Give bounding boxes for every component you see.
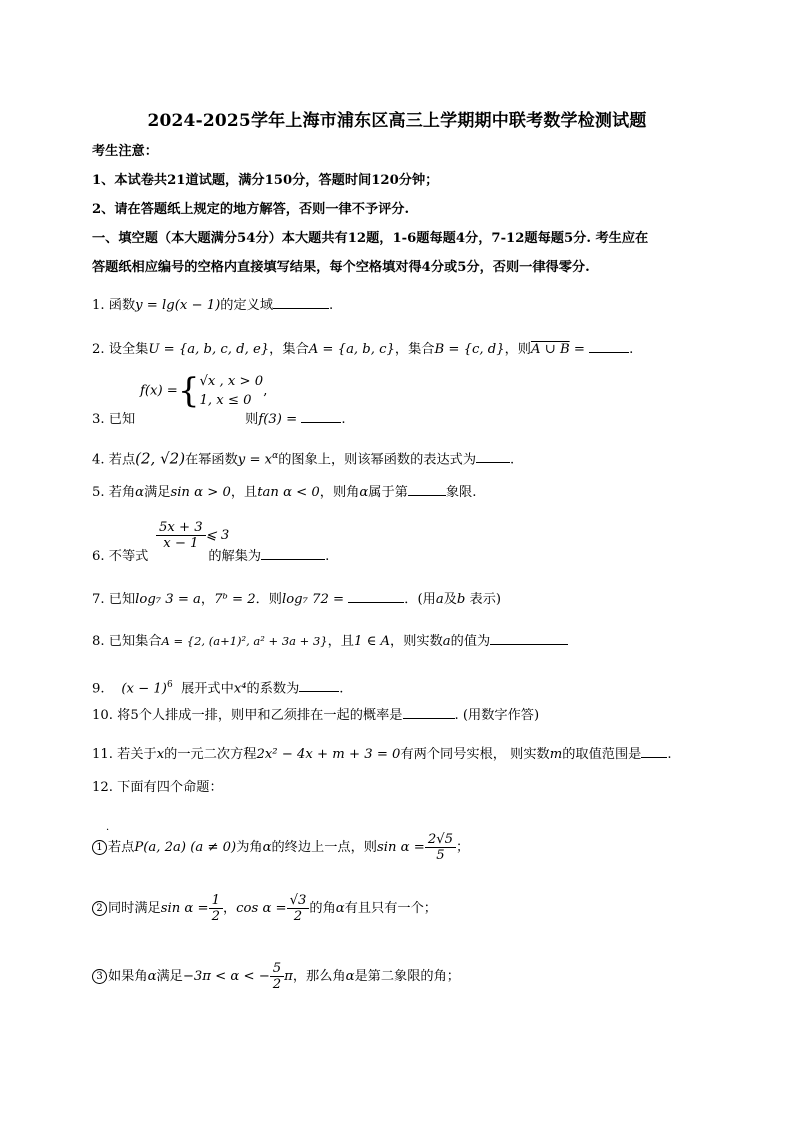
- question-3: 3. 已知 则f(3) = .: [92, 412, 346, 427]
- proposition-1: 1 若点P(a, 2a) (a ≠ 0)为角α的终边上一点，则sin α = $\frac{2√5}{5}$ ；: [92, 832, 469, 863]
- q3-piecewise: f(x) ={ √x , x > 0 1, x ≤ 0 ,: [140, 371, 268, 411]
- answer-blank-4[interactable]: [476, 450, 510, 463]
- question-5: 5. 若角α满足sin α > 0，且tan α < 0，则角α属于第 象限.: [92, 485, 477, 500]
- proposition-3: 3 如果角α满足−3π < α < − $\frac{5}{2}$ π，那么角α是第二象限的角；: [92, 961, 460, 992]
- question-7: 7. 已知log₇ 3 = a，7ᵇ = 2．则log₇ 72 = ．(用a及b 表示): [92, 592, 502, 607]
- question-10: 10. 将5个人排成一排，则甲和乙须排在一起的概率是 . (用数字作答): [92, 708, 540, 723]
- page-title: 2024-2025学年上海市浦东区高三上学期期中联考数学检测试题: [147, 111, 647, 131]
- answer-blank-9[interactable]: [299, 679, 339, 692]
- answer-blank-11[interactable]: [641, 745, 667, 758]
- notice-heading: 考生注意：: [92, 144, 158, 159]
- answer-blank-8[interactable]: [490, 632, 568, 645]
- question-6: 6. 不等式 的解集为 .: [92, 549, 330, 564]
- question-2: 2. 设全集U = {a, b, c, d, e}，集合A = {a, b, c}，集合B = {c, d}，则A ∪ B = .: [92, 342, 634, 357]
- answer-blank-3[interactable]: [301, 410, 341, 423]
- question-8: 8. 已知集合A = {2, (a+1)², a² + 3a + 3}，且1 ∈ A，则实数a的值为: [92, 632, 568, 651]
- answer-blank-2[interactable]: [589, 340, 629, 353]
- answer-blank-10[interactable]: [403, 706, 455, 719]
- q1-function: y = lg(x − 1): [135, 298, 221, 313]
- answer-blank-5[interactable]: [408, 483, 446, 496]
- answer-blank-1[interactable]: [273, 296, 329, 309]
- answer-blank-6[interactable]: [261, 547, 325, 560]
- question-12: 12. 下面有四个命题：: [92, 780, 223, 795]
- question-11: 11. 若关于x的一元二次方程2x² − 4x + m + 3 = 0有两个同号实根， 则实数m的取值范围是 .: [92, 747, 672, 762]
- stray-dot: ·: [106, 825, 110, 836]
- question-1: 1. 函数y = lg(x − 1)的定义域 .: [92, 298, 334, 313]
- answer-blank-7[interactable]: [348, 590, 404, 603]
- question-4: 4. 若点(2, √2)在幂函数$y = x^\alpha$的图象上，则该幂函数的表达式为 .: [92, 449, 515, 468]
- proposition-2: 2 同时满足sin α = $\frac{1}{2}$ ，cos α = $\frac{√3}{2}$ 的角α有且只有一个；: [92, 893, 437, 924]
- section-instruction-line-2: 答题纸相应编号的空格内直接填写结果，每个空格填对得4分或5分，否则一律得零分.: [92, 260, 590, 275]
- notice-item-1: 1、本试卷共21道试题，满分150分，答题时间120分钟；: [92, 173, 439, 188]
- question-9: 9. $(x - 1)^6$ 展开式中x⁴的系数为 .: [92, 680, 344, 697]
- notice-item-2: 2、请在答题纸上规定的地方解答，否则一律不予评分.: [92, 202, 410, 217]
- section-instruction-line-1: 一、填空题（本大题满分54分）本大题共有12题，1-6题每题4分，7-12题每题5分. 考生应在: [92, 231, 649, 246]
- q6-inequality: $\frac{5x + 3}{x - 1}$ ⩽ 3: [156, 520, 229, 551]
